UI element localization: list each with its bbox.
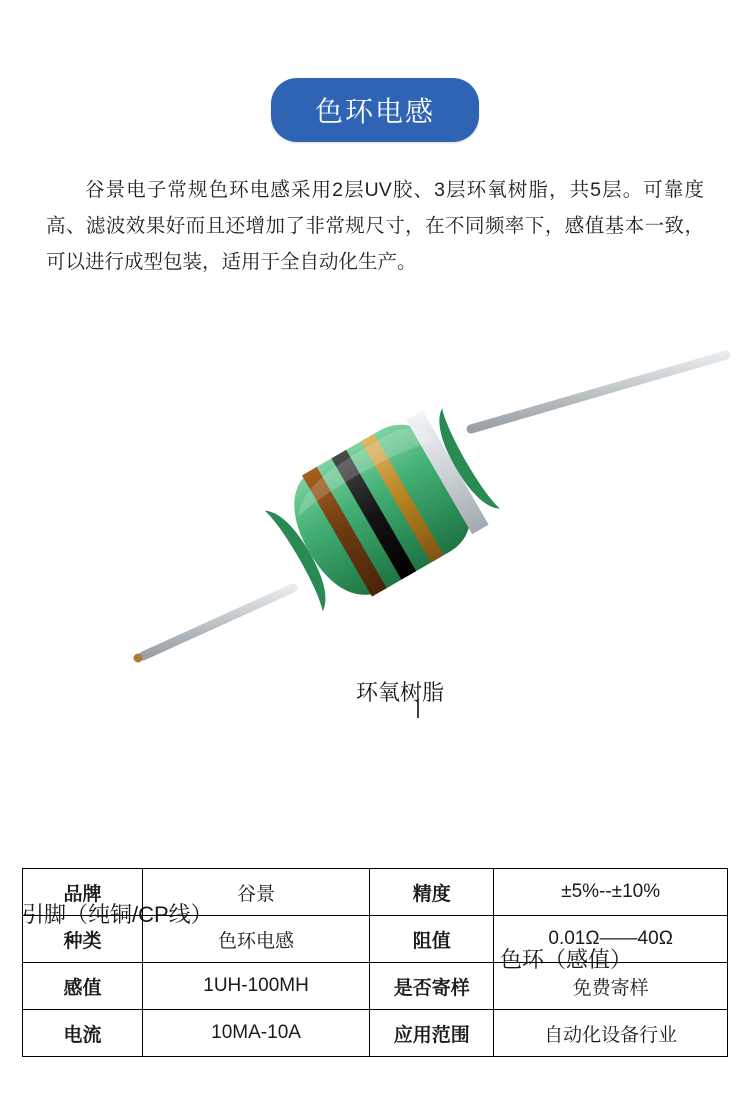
table-row [23, 916, 728, 963]
table-row [23, 1010, 728, 1057]
spec-key: 精度 [370, 869, 494, 916]
spec-value: 谷景 [143, 869, 370, 916]
table-row [23, 963, 728, 1010]
label-epoxy: 环氧树脂 [356, 680, 445, 705]
spec-value: 自动化设备行业 [494, 1010, 728, 1057]
spec-value: 色环电感 [143, 916, 370, 963]
page-title: 色环电感 [271, 78, 479, 142]
spec-table [22, 868, 728, 1057]
spec-key: 阻值 [370, 916, 494, 963]
label-lead: 引脚（纯铜/CP线） [22, 902, 213, 927]
spec-key: 感值 [23, 963, 143, 1010]
intro-paragraph: 谷景电子常规色环电感采用2层UV胶、3层环氧树脂，共5层。可靠度高、滤波效果好而且还增加了非常规尺寸，在不同频率下，感值基本一致，可以进行成型包装，适用于全自动化生产。 [46, 179, 704, 273]
spec-key: 电流 [23, 1010, 143, 1057]
spec-key: 应用范围 [370, 1010, 494, 1057]
spec-value: 免费寄样 [494, 963, 728, 1010]
table-row [23, 869, 728, 916]
spec-value: ±5%--±10% [494, 869, 728, 916]
spec-key: 品牌 [23, 869, 143, 916]
inductor-diagram [0, 298, 750, 718]
spec-key: 是否寄样 [370, 963, 494, 1010]
spec-value: 0.01Ω——40Ω [494, 916, 728, 963]
spec-value: 1UH-100MH [143, 963, 370, 1010]
page-title-container [0, 78, 750, 142]
label-color-ring: 色环（感值） [500, 947, 633, 972]
spec-key: 种类 [23, 916, 143, 963]
spec-value: 10MA-10A [143, 1010, 370, 1057]
